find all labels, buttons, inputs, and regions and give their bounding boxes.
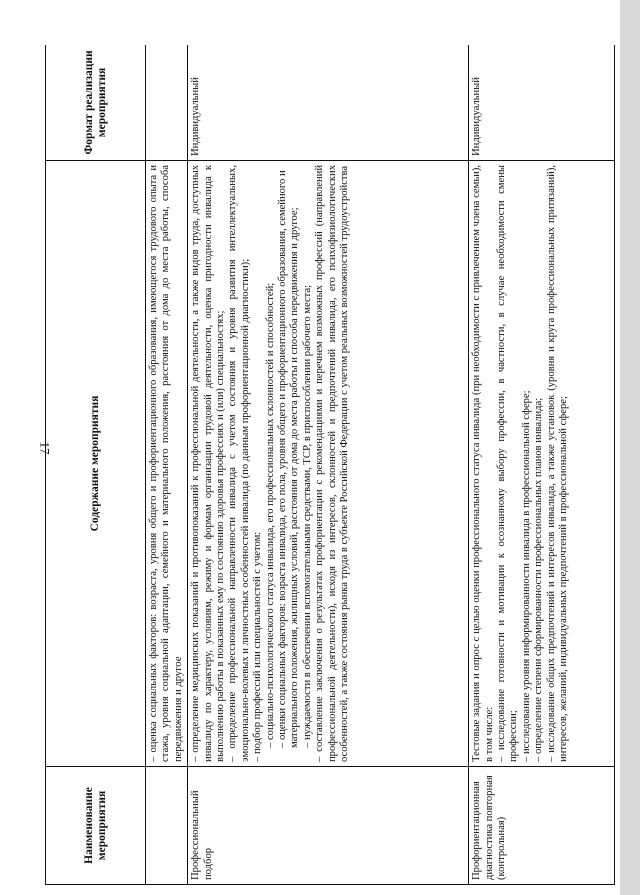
table-row: [188, 45, 469, 885]
row-name: Профориентационная диагностика повторная (контрольная): [469, 767, 615, 885]
row-intro: Тестовые задания и опрос с целью оценки профессионального статуса инвалида (при необходимости с привлечением члена семьи), в том числе:: [471, 165, 495, 762]
scan-edge: [620, 0, 640, 895]
table-row: [469, 45, 615, 885]
row-format: [146, 45, 188, 161]
row-format: Индивидуальный: [188, 45, 469, 161]
row-content: [188, 161, 469, 767]
sub-list-item: – социально-психологического статуса инвалида, его профессиональных склонностей и способностей;: [265, 165, 277, 748]
row-name: [146, 767, 188, 885]
document-sheet: [45, 45, 615, 885]
sub-list-item: – нуждаемости в обеспечении вспомогательными средствами, ТСР, в приспособлении рабочего места;: [302, 165, 314, 748]
list-item: – определение медицинских показаний и противопоказаний к профессиональной деятельности, а также видов труда, доступных инвалиду по характеру, условиям, режиму и формам организации трудовой деятельности, оценка пригодности инвалида к выполнению работы в показанных ему по состоянию здоровья профессиях и (или) специальностях;: [190, 165, 227, 762]
row-format: Индивидуальный: [469, 45, 615, 161]
row-content: [469, 161, 615, 767]
list-item: – составление заключения о результатах профориентации с рекомендациями и перечнем возможных профессий (направлений профессиональной деятельности), исходя из интересов, склонностей и предпочтений инвалида, его психофизиологических особенностей, а также состояния рынка труда в субъекте Российской Федерации с учетом реальных возможностей трудоустройства: [314, 165, 351, 762]
rotated-table-wrapper: [45, 45, 615, 885]
measures-table: [45, 45, 615, 885]
table-row: [146, 45, 188, 885]
sub-list-item: – оценки социальных факторов: возраста инвалида, его пола, уровня общего и профориентационного образования, семейного и материального положения, жилищных условий, расстояния от дома до места работы и способа передвижения и другое;: [277, 165, 302, 748]
row-content: [146, 161, 188, 767]
list-item: – определение степени сформированности профессиональных планов инвалида;: [533, 165, 545, 762]
list-item: – исследование уровня информированности инвалида в профессиональной сфере;: [521, 165, 533, 762]
list-item: – оценка социальных факторов: возраста, уровня общего и профориентационного образования, имеющегося трудового опыта и стажа, уровня социальной адаптации, семейного и материального положения, расстояния от дома до места работы, способа передвижения и другое: [148, 165, 185, 762]
list-item: – исследование готовности и мотивации к осознанному выбору профессии, в частности, в случае необходимости смены профессии;: [496, 165, 521, 762]
header-format: Формат реализации мероприятия: [46, 45, 146, 161]
header-content: Содержание мероприятия: [46, 161, 146, 767]
list-item: – подбор профессий или специальностей с учетом:: [252, 165, 264, 762]
header-row: [46, 45, 146, 885]
row-name: Профессиональный подбор: [188, 767, 469, 885]
list-item: – определение профессиональной направленности инвалида с учетом состояния и уровня развития интеллектуальных, эмоционально-волевых и личностных особенностей инвалида (по данным профориентационной диагностики);: [227, 165, 252, 762]
header-name: Наименование мероприятия: [46, 767, 146, 885]
page-number: 17: [37, 441, 53, 455]
list-item: – исследование общих предпочтений и интересов инвалида, а также установок (уровня и круга профессиональных притязаний), интересов, желаний, индивидуальных предпочтений в профессиональной сфере;: [546, 165, 571, 762]
